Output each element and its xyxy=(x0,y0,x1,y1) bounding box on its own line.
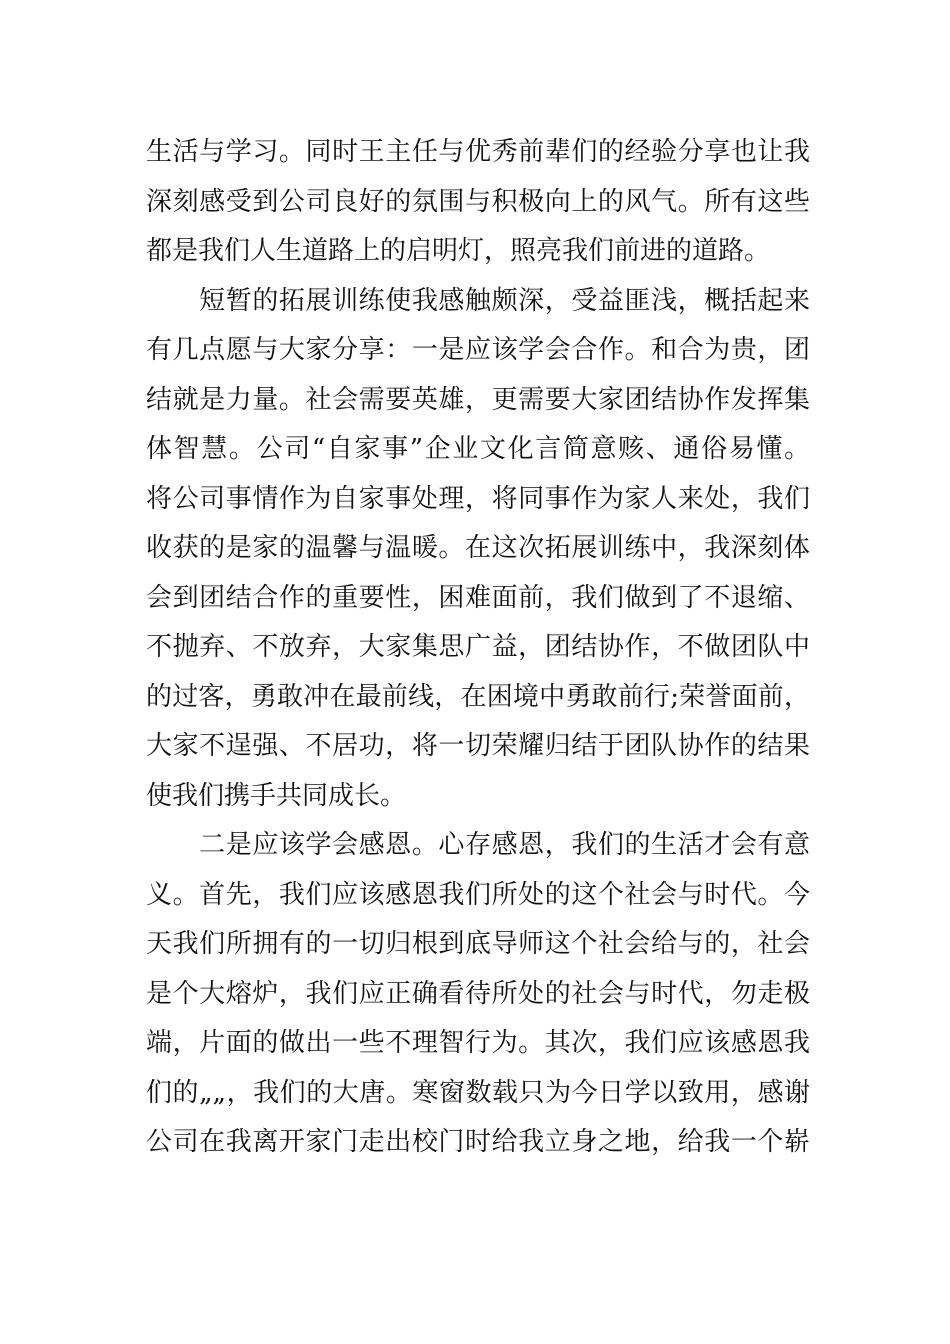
text-line: 公司在我离开家门走出校门时给我立身之地，给我一个崭 xyxy=(146,1127,810,1157)
text-line: 深刻感受到公司良好的氛围与积极向上的风气。所有这些 xyxy=(146,186,810,217)
text-line: 端，片面的做出一些不理智行为。其次，我们应该感恩我 xyxy=(146,1028,810,1058)
text-line: 二是应该学会感恩。心存感恩，我们的生活才会有意 xyxy=(146,830,810,860)
text-line: 将公司事情作为自家事处理，将同事作为家人来处，我们 xyxy=(146,483,810,514)
text-line: 结就是力量。社会需要英雄，更需要大家团结协作发挥集 xyxy=(146,384,810,415)
text-line: 天我们所拥有的一切归根到底导师这个社会给与的，社会 xyxy=(146,929,810,959)
document-body xyxy=(146,128,810,1168)
text-line: 们的„„，我们的大唐。寒窗数载只为今日学以致用，感谢 xyxy=(146,1077,810,1108)
text-line: 有几点愿与大家分享：一是应该学会合作。和合为贵，团 xyxy=(146,335,810,365)
text-line: 短暂的拓展训练使我感触颇深，受益匪浅，概括起来 xyxy=(146,285,810,316)
text-line: 使我们携手共同成长。 xyxy=(146,780,407,811)
text-line: 不抛弃、不放弃，大家集思广益，团结协作，不做团队中 xyxy=(146,632,810,662)
text-line: 生活与学习。同时王主任与优秀前辈们的经验分享也让我 xyxy=(146,137,810,167)
text-line: 大家不逞强、不居功，将一切荣耀归结于团队协作的结果 xyxy=(146,731,810,761)
text-line: 义。首先，我们应该感恩我们所处的这个社会与时代。今 xyxy=(146,879,810,910)
text-line: 收获的是家的温馨与温暖。在这次拓展训练中，我深刻体 xyxy=(146,533,810,563)
text-line: 会到团结合作的重要性，困难面前，我们做到了不退缩、 xyxy=(146,582,810,613)
text-line: 都是我们人生道路上的启明灯，照亮我们前进的道路。 xyxy=(146,236,771,266)
text-line: 体智慧。公司“自家事”企业文化言简意赅、通俗易懂。 xyxy=(146,434,810,464)
text-line: 是个大熔炉，我们应正确看待所处的社会与时代，勿走极 xyxy=(146,978,810,1009)
text-line: 的过客，勇敢冲在最前线，在困境中勇敢前行;荣誉面前， xyxy=(146,681,810,712)
